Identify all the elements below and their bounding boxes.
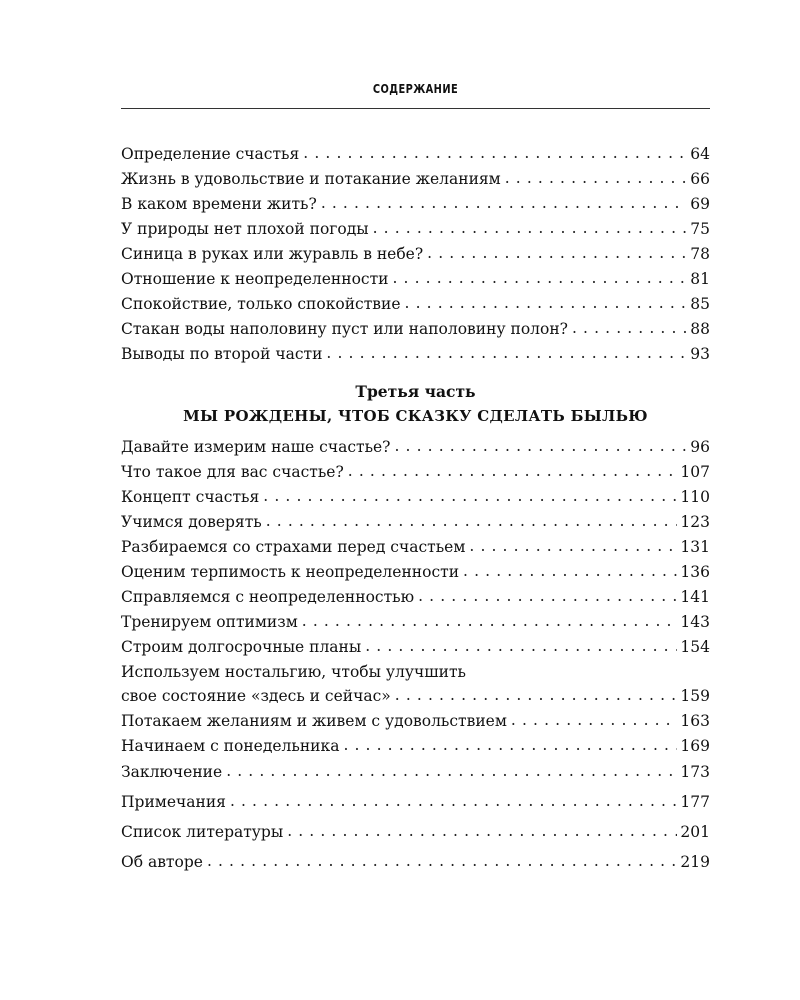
toc-entry-page: 66	[690, 170, 710, 188]
toc-entry	[121, 242, 710, 267]
toc-entry-title: Определение счастья	[121, 145, 300, 163]
toc-entry-page: 96	[690, 438, 710, 456]
toc-section-two	[121, 142, 710, 367]
toc-entry	[121, 709, 710, 734]
dot-leader	[230, 789, 677, 814]
toc-entry-title: Концепт счастья	[121, 488, 260, 506]
dot-leader	[263, 484, 677, 509]
toc-entry-title: Отношение к неопределенности	[121, 270, 389, 288]
toc-entry	[121, 560, 710, 585]
toc-entry-page: 85	[690, 295, 710, 313]
toc-entry-page: 219	[680, 853, 710, 871]
dot-leader	[373, 216, 688, 241]
toc-back-matter	[121, 760, 710, 875]
toc-entry	[121, 485, 710, 510]
dot-leader	[226, 759, 677, 784]
running-head: СОДЕРЖАНИЕ	[372, 82, 459, 96]
toc-entry	[121, 317, 710, 342]
toc-entry-line2	[121, 684, 710, 709]
dot-leader	[348, 459, 678, 484]
toc-entry-title: Начинаем с понедельника	[121, 737, 340, 755]
dot-leader	[463, 559, 677, 584]
toc-entry-page: 110	[680, 488, 710, 506]
toc-entry	[121, 267, 710, 292]
toc-entry-page: 131	[680, 538, 710, 556]
toc-entry-page: 93	[690, 345, 710, 363]
toc-entry	[121, 217, 710, 242]
dot-leader	[302, 609, 678, 634]
toc-entry	[121, 820, 710, 845]
toc-entry-page: 177	[680, 793, 710, 811]
toc-entry	[121, 760, 710, 785]
toc-entry	[121, 535, 710, 560]
header-rule	[121, 108, 710, 109]
part-subtitle: МЫ РОЖДЕНЫ, ЧТОБ СКАЗКУ СДЕЛАТЬ БЫЛЬЮ	[183, 407, 648, 425]
dot-leader	[405, 291, 688, 316]
toc-entry	[121, 734, 710, 759]
toc-entry	[121, 435, 710, 460]
toc-entry-page: 107	[680, 463, 710, 481]
toc-entry	[121, 635, 710, 660]
toc-entry-page: 123	[680, 513, 710, 531]
toc-entry-page: 159	[680, 687, 710, 705]
toc-entry-page: 173	[680, 763, 710, 781]
toc-entry-title: У природы нет плохой погоды	[121, 220, 369, 238]
toc-entry-title: Справляемся с неопределенностью	[121, 588, 415, 606]
toc-entry	[121, 585, 710, 610]
toc-entry-title: Строим долгосрочные планы	[121, 638, 362, 656]
toc-entry-title: Оценим терпимость к неопределенности	[121, 563, 460, 581]
dot-leader	[326, 341, 687, 366]
toc-entry	[121, 610, 710, 635]
dot-leader	[511, 708, 677, 733]
dot-leader	[427, 241, 687, 266]
dot-leader	[392, 266, 687, 291]
dot-leader	[572, 316, 687, 341]
toc-entry	[121, 342, 710, 367]
dot-leader	[343, 733, 677, 758]
dot-leader	[505, 166, 688, 191]
toc-entry-title: Разбираемся со страхами перед счастьем	[121, 538, 466, 556]
dot-leader	[321, 191, 687, 216]
toc-entry-page: 75	[690, 220, 710, 238]
toc-entry-title: Спокойствие, только спокойствие	[121, 295, 401, 313]
toc-entry	[121, 192, 710, 217]
toc-entry	[121, 790, 710, 815]
toc-section-three	[121, 435, 710, 759]
toc-entry	[121, 660, 710, 709]
toc-entry-page: 141	[680, 588, 710, 606]
toc-entry-page: 163	[680, 712, 710, 730]
toc-entry-page: 69	[690, 195, 710, 213]
toc-entry	[121, 292, 710, 317]
toc-entry-title: В каком времени жить?	[121, 195, 317, 213]
toc-entry-title: Что такое для вас счастье?	[121, 463, 344, 481]
toc-entry-title: Учимся доверять	[121, 513, 262, 531]
dot-leader	[266, 509, 678, 534]
dot-leader	[469, 534, 677, 559]
toc-entry-title: Стакан воды наполовину пуст или наполовину полон?	[121, 320, 568, 338]
toc-entry-title: Заключение	[121, 763, 223, 781]
toc-entry-page: 143	[680, 613, 710, 631]
toc-entry-title: Список литературы	[121, 823, 284, 841]
toc-entry	[121, 167, 710, 192]
dot-leader	[303, 141, 687, 166]
dot-leader	[418, 584, 677, 609]
toc-entry-title: Давайте измерим наше счастье?	[121, 438, 391, 456]
toc-entry-page: 169	[680, 737, 710, 755]
toc-entry-title: Об авторе	[121, 853, 203, 871]
toc-entry-title: Синица в руках или журавль в небе?	[121, 245, 424, 263]
dot-leader	[287, 819, 677, 844]
toc-entry-page: 136	[680, 563, 710, 581]
part-heading: Третья часть	[355, 382, 476, 401]
toc-entry-page: 78	[690, 245, 710, 263]
toc-entry	[121, 850, 710, 875]
toc-entry-page: 64	[690, 145, 710, 163]
toc-entry	[121, 460, 710, 485]
toc-entry-title: Жизнь в удовольствие и потакание желаниям	[121, 170, 501, 188]
toc-entry-page: 154	[680, 638, 710, 656]
toc-entry	[121, 142, 710, 167]
dot-leader	[207, 849, 677, 874]
toc-entry-title: Выводы по второй части	[121, 345, 323, 363]
dot-leader	[365, 634, 677, 659]
toc-entry-title: Примечания	[121, 793, 226, 811]
toc-entry-page: 201	[680, 823, 710, 841]
dot-leader	[395, 434, 688, 459]
dot-leader	[395, 683, 678, 708]
toc-entry-page: 81	[690, 270, 710, 288]
toc-entry-title-line2: свое состояние «здесь и сейчас»	[121, 687, 391, 705]
toc-entry	[121, 510, 710, 535]
toc-entry-title: Потакаем желаниям и живем с удовольствием	[121, 712, 507, 730]
toc-entry-page: 88	[690, 320, 710, 338]
toc-entry-title: Тренируем оптимизм	[121, 613, 298, 631]
toc-entry-title-line1: Используем ностальгию, чтобы улучшить	[121, 663, 466, 681]
